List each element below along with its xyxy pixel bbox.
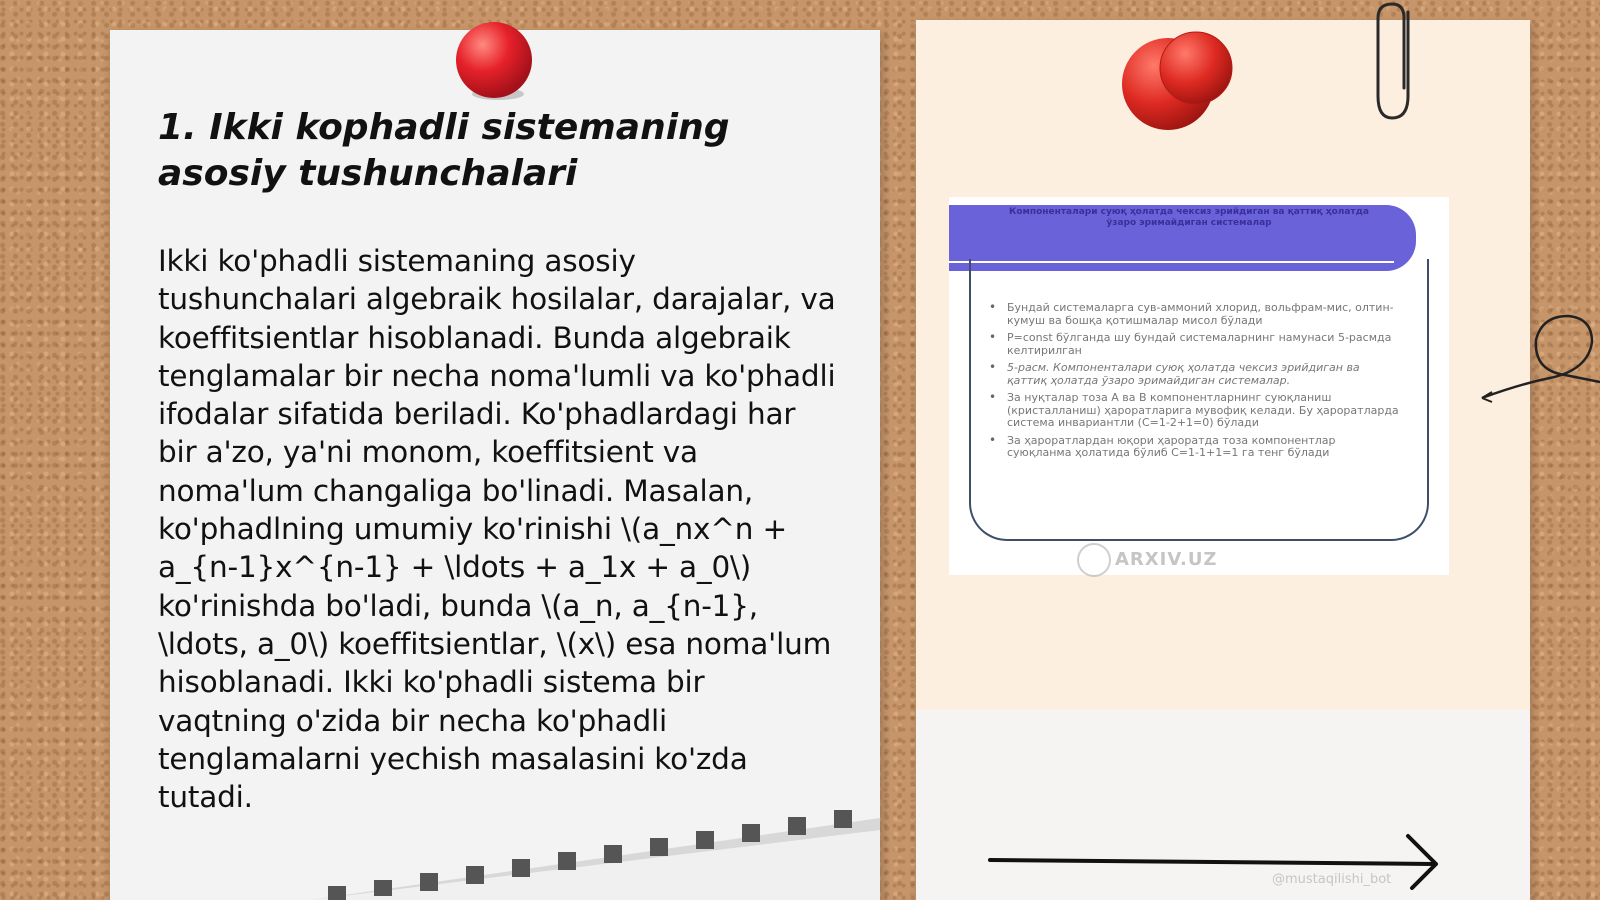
slide-watermark: ARXIV.UZ — [1077, 543, 1217, 577]
slide-bullet: • Р=const бўлганда шу бундай системаларнинг намунаси 5-расмда келтирилган — [989, 332, 1399, 357]
slide-bullet-list — [989, 302, 1399, 465]
slide-bullet: • За нуқталар тоза А ва В компонентларнинг суюқланиш (кристалланиш) ҳароратларига мувофиқ келади. Бу ҳароратларда система инвариантли (С=1-2+1=0) бўлади — [989, 392, 1399, 430]
slide-bullet: • Бундай системаларга сув-аммоний хлорид, вольфрам-мис, олтин-кумуш ва бошқа қотишмалар мисол бўлади — [989, 302, 1399, 327]
footer-credit: @mustaqilishi_bot — [1272, 872, 1392, 887]
slide-bullet: • 5-расм. Компоненталари суюқ ҳолатда чексиз эрийдиган ва қаттиқ ҳолатда ўзаро эримайдиган системалар. — [989, 362, 1399, 387]
slide-image — [949, 197, 1449, 575]
string-loop-decoration — [1480, 312, 1600, 412]
torn-paper-edge — [310, 800, 880, 900]
watermark-logo-icon — [1077, 543, 1111, 577]
slide-bullet: • За ҳароратлардан юқори ҳароратда тоза компонентлар суюқланма ҳолатида бўлиб С=1-1+1=1 га тенг бўлади — [989, 435, 1399, 460]
note-body-text: Ikki ko'phadli sistemaning asosiy tushunchalari algebraik hosilalar, darajalar, va koeffitsientlar hisoblanadi. Bunda algebraik tenglamalar bir necha noma'lumli va ko'phadli ifodalar sifatida beriladi. Ko'phadlardagi har bir a'zo, ya'ni monom, koeffitsient va noma'lum changaliga bo'linadi. Masalan, ko'phadlning umumiy ko'rinishi \(a_nx^n + a_{n-1}x^{n-1} + \ldots + a_1x + a_0\) ko'rinishda bo'ladi, bunda \(a_n, a_{n-1}, \ldots, a_0\) koeffitsientlar, \(x\) esa noma'lum hisoblanadi. Ikki ko'phadli sistema bir vaqtning o'zida bir necha ko'phadli tenglamalarni yechish masalasini ko'zda tutadi. — [158, 244, 836, 815]
left-note-paper — [110, 30, 880, 900]
slide-title: Компоненталари суюқ ҳолатда чексиз эрийдиган ва қаттиқ ҳолатда ўзаро эримайдиган системалар — [1009, 207, 1369, 228]
red-pushpin-icon — [452, 20, 536, 104]
right-note-paper — [916, 20, 1530, 900]
paperclip-icon — [1372, 0, 1422, 124]
red-pushpin-icon — [1120, 28, 1240, 138]
note-title: 1. Ikki kophadli sistemaning asosiy tushunchalari — [158, 107, 730, 194]
